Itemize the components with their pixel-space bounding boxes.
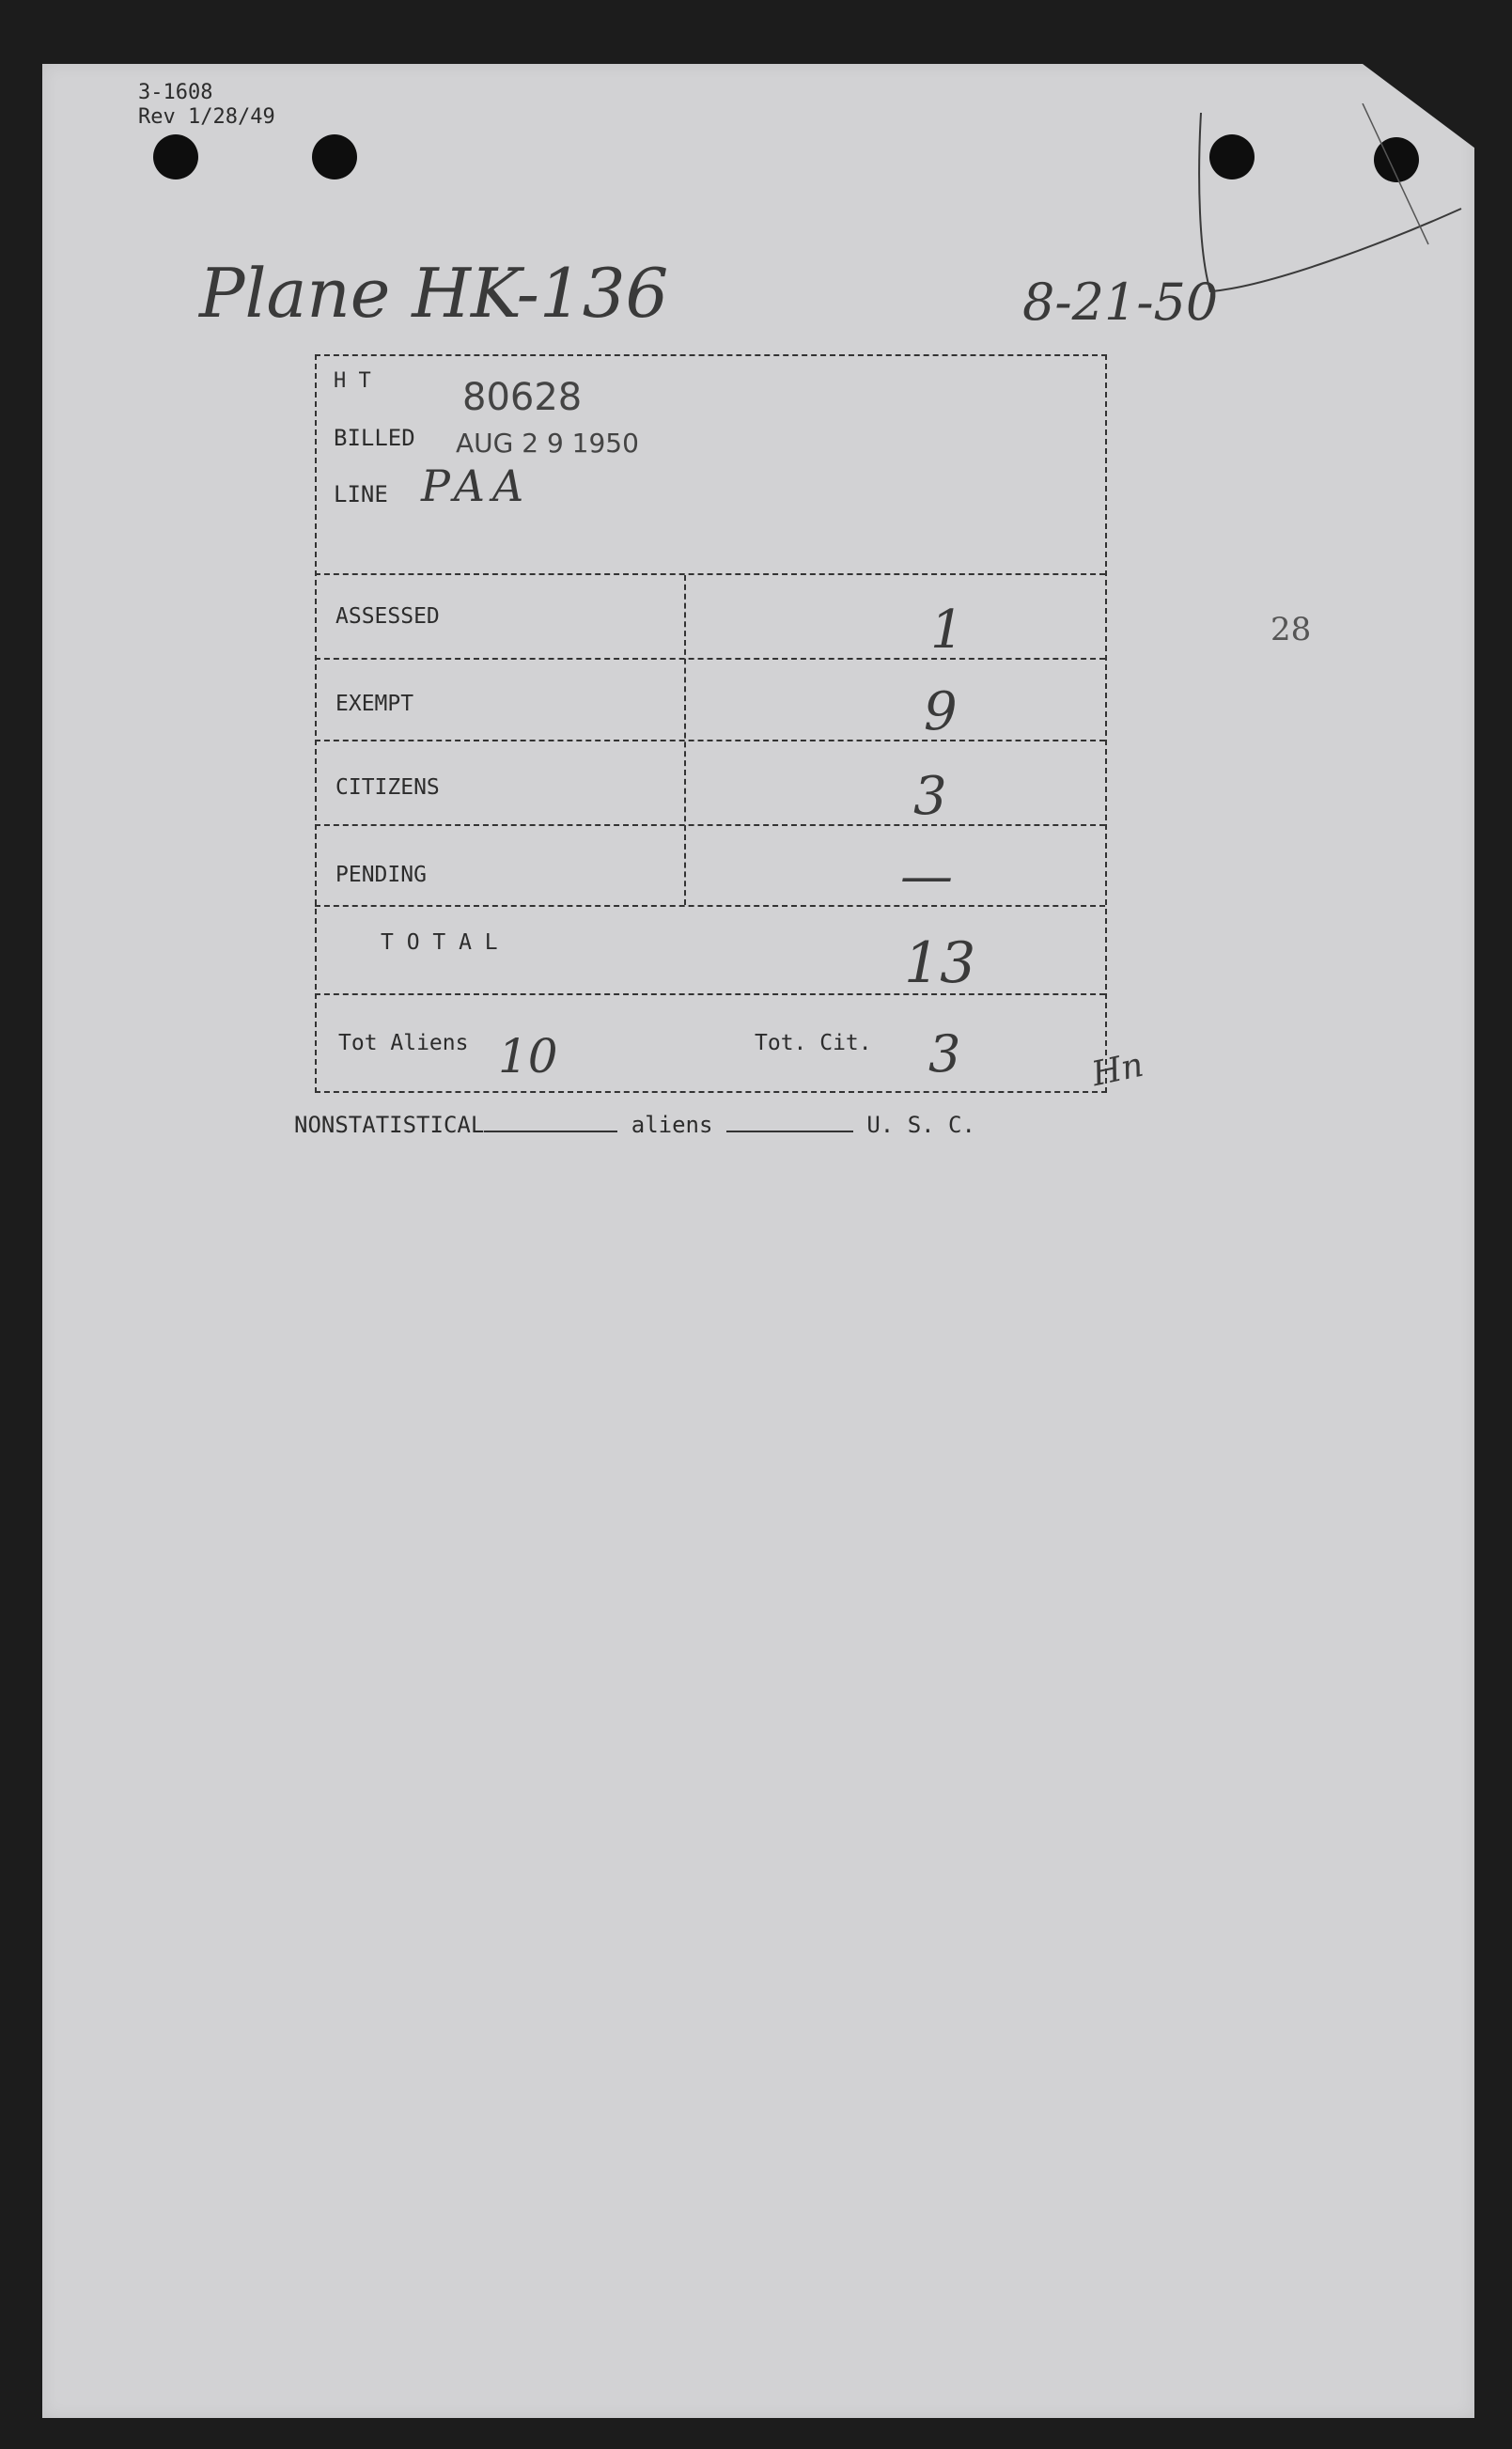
initials: Hn — [1088, 1045, 1147, 1095]
table-divider — [315, 824, 1105, 826]
tot-cit-value: 3 — [928, 1024, 961, 1084]
nonstatistical-line — [294, 1112, 975, 1138]
assessed-value: 1 — [930, 600, 964, 661]
table-divider — [315, 740, 1105, 741]
tot-aliens-value: 10 — [498, 1029, 558, 1084]
pending-value: — — [900, 846, 953, 907]
pending-label: PENDING — [335, 863, 427, 887]
total-label: T O T A L — [381, 930, 498, 955]
aliens-blank — [726, 1131, 853, 1132]
usc-label: U. S. C. — [866, 1112, 975, 1138]
nonstatistical-blank — [484, 1131, 617, 1132]
billed-label: BILLED — [334, 425, 415, 451]
pencil-bracket-mark — [1193, 103, 1475, 310]
table-divider — [315, 573, 1105, 575]
ht-number: 80628 — [462, 376, 583, 419]
table-divider — [315, 658, 1105, 660]
ht-label: H T — [334, 369, 371, 393]
punch-hole — [312, 134, 357, 179]
date-heading: 8-21-50 — [1022, 273, 1219, 332]
form-number: 3-1608 — [138, 81, 213, 104]
line-label: LINE — [334, 481, 388, 507]
nonstatistical-label: NONSTATISTICAL — [294, 1112, 485, 1138]
form-revision: Rev 1/28/49 — [138, 105, 275, 129]
plane-heading: Plane HK-136 — [199, 254, 669, 333]
exempt-label: EXEMPT — [335, 692, 414, 716]
exempt-value: 9 — [924, 681, 958, 742]
total-value: 13 — [904, 930, 976, 996]
punch-hole — [153, 134, 198, 179]
tot-cit-label: Tot. Cit. — [755, 1031, 872, 1055]
table-divider — [315, 993, 1105, 995]
billed-date-stamp: AUG 2 9 1950 — [456, 428, 639, 459]
citizens-label: CITIZENS — [335, 775, 440, 800]
table-column-divider — [684, 575, 686, 905]
table-divider — [315, 905, 1105, 907]
tot-aliens-label: Tot Aliens — [338, 1031, 469, 1055]
assessed-label: ASSESSED — [335, 604, 440, 629]
citizens-value: 3 — [913, 766, 947, 827]
aliens-label: aliens — [631, 1112, 713, 1138]
line-value: PAA — [421, 460, 532, 511]
margin-number: 28 — [1270, 611, 1312, 648]
